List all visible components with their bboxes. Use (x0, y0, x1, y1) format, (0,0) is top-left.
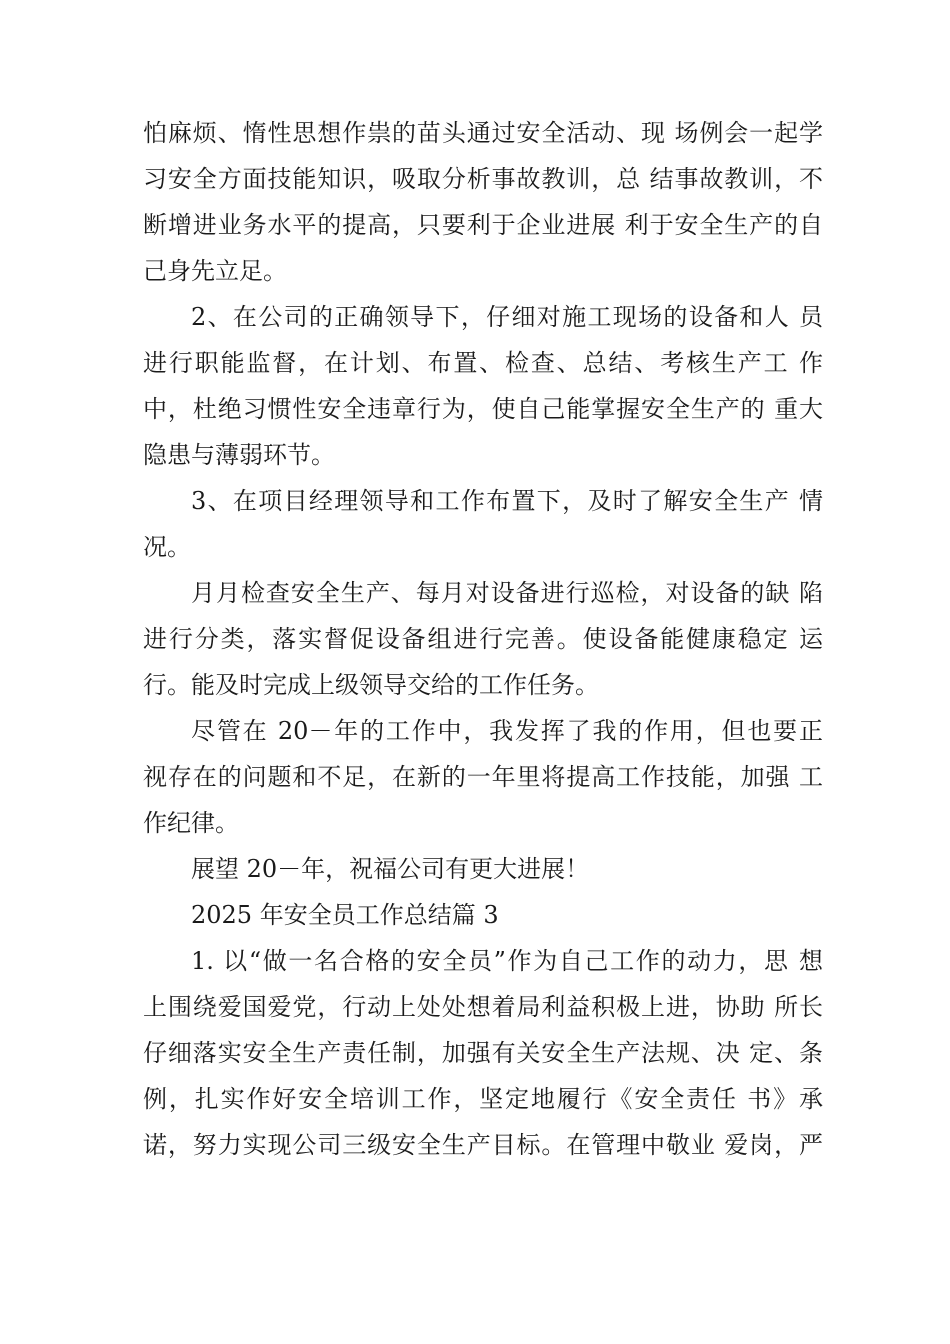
paragraph-4 (143, 570, 823, 708)
text-line: 况。 (143, 533, 191, 561)
text-line: 进行职能监督，在计划、布置、检查、总结、考核生产工 作 (143, 349, 823, 377)
text-line: 进行分类，落实督促设备组进行完善。使设备能健康稳定 运 (143, 625, 823, 653)
paragraph-3 (143, 478, 823, 570)
text-line: 视存在的问题和不足，在新的一年里将提高工作技能，加强 工 (143, 763, 823, 791)
text-line: 1. 以“做一名合格的安全员”作为自己工作的动力，思 想 (191, 947, 823, 975)
paragraph-6 (143, 846, 823, 892)
text-line: 己身先立足。 (143, 257, 287, 285)
text-line: 断增进业务水平的提高，只要利于企业进展 利于安全生产的自 (143, 211, 823, 239)
text-line: 3、在项目经理领导和工作布置下，及时了解安全生产 情 (191, 487, 823, 515)
section-title: 2025 年安全员工作总结篇 3 (191, 901, 499, 929)
text-line: 隐患与薄弱环节。 (143, 441, 335, 469)
text-line: 中，杜绝习惯性安全违章行为，使自己能掌握安全生产的 重大 (143, 395, 823, 423)
document-body (143, 110, 823, 1168)
paragraph-1 (143, 110, 823, 294)
text-line: 展望 20－年，祝福公司有更大进展！ (191, 855, 590, 883)
section-heading (143, 892, 823, 938)
paragraph-5 (143, 708, 823, 846)
text-line: 行。能及时完成上级领导交给的工作任务。 (143, 671, 599, 699)
text-line: 例，扎实作好安全培训工作，坚定地履行《安全责任 书》承 (143, 1085, 823, 1113)
text-line: 尽管在 20－年的工作中，我发挥了我的作用，但也要正 (191, 717, 823, 745)
text-line: 2、在公司的正确领导下，仔细对施工现场的设备和人 员 (191, 303, 823, 331)
text-line: 上围绕爱国爱党，行动上处处想着局利益积极上进，协助 所长 (143, 993, 823, 1021)
text-line: 仔细落实安全生产责任制，加强有关安全生产法规、决 定、条 (143, 1039, 823, 1067)
paragraph-8 (143, 938, 823, 1168)
text-line: 诺，努力实现公司三级安全生产目标。在管理中敬业 爱岗，严 (143, 1131, 823, 1159)
text-line: 月月检查安全生产、每月对设备进行巡检，对设备的缺 陷 (191, 579, 823, 607)
text-line: 怕麻烦、惰性思想作祟的苗头通过安全活动、现 场例会一起学 (143, 119, 823, 147)
text-line: 作纪律。 (143, 809, 239, 837)
text-line: 习安全方面技能知识，吸取分析事故教训，总 结事故教训，不 (143, 165, 823, 193)
paragraph-2 (143, 294, 823, 478)
